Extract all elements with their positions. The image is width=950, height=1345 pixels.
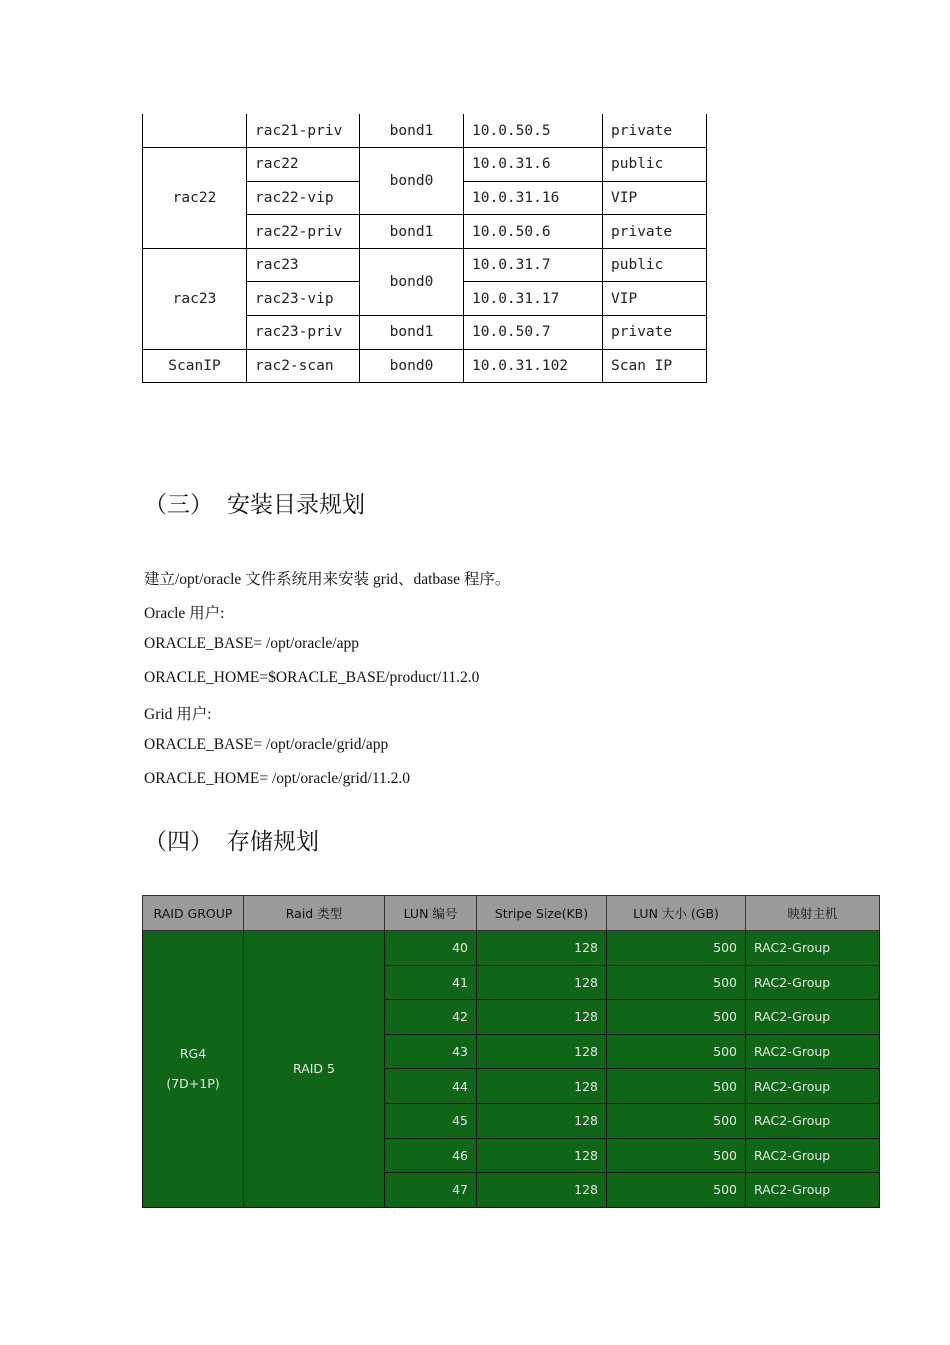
iface-cell: bond0 — [360, 248, 464, 315]
column-header: RAID GROUP — [143, 896, 244, 931]
section-number: （三） — [144, 492, 213, 518]
name-cell: rac22 — [247, 148, 360, 182]
size-cell: 500 — [607, 1000, 746, 1035]
paragraph: ORACLE_BASE= /opt/oracle/app — [144, 635, 359, 652]
size-cell: 500 — [607, 1069, 746, 1104]
name-cell: rac22-vip — [247, 181, 360, 215]
name-cell: rac22-priv — [247, 215, 360, 249]
stripe-cell: 128 — [477, 965, 607, 1000]
lun-cell: 44 — [385, 1069, 477, 1104]
stripe-cell: 128 — [477, 1034, 607, 1069]
iface-cell: bond1 — [360, 114, 464, 148]
host-cell: RAC2-Group — [746, 1173, 880, 1208]
type-cell: public — [603, 148, 707, 182]
table-row — [143, 148, 707, 182]
stripe-cell: 128 — [477, 1103, 607, 1138]
stripe-cell: 128 — [477, 1000, 607, 1035]
table-row — [143, 349, 707, 383]
raid-type-cell: RAID 5 — [244, 931, 385, 1208]
paragraph: 建立/opt/oracle 文件系统用来安装 grid、datbase 程序。 — [144, 571, 511, 588]
table-header-row — [143, 896, 880, 931]
lun-cell: 41 — [385, 965, 477, 1000]
host-cell: RAC2-Group — [746, 931, 880, 966]
column-header: LUN 大小 (GB) — [607, 896, 746, 931]
iface-cell: bond1 — [360, 316, 464, 350]
raid-group-cell — [143, 931, 244, 1208]
host-cell: RAC2-Group — [746, 1034, 880, 1069]
name-cell: rac23-vip — [247, 282, 360, 316]
column-header: Stripe Size(KB) — [477, 896, 607, 931]
host-cell: rac22 — [143, 148, 247, 249]
iface-cell: bond0 — [360, 349, 464, 383]
iface-cell: bond0 — [360, 148, 464, 215]
size-cell: 500 — [607, 1173, 746, 1208]
ip-cell: 10.0.31.16 — [464, 181, 603, 215]
iface-cell: bond1 — [360, 215, 464, 249]
column-header: 映射主机 — [746, 896, 880, 931]
table-row — [143, 114, 707, 148]
name-cell: rac2-scan — [247, 349, 360, 383]
raid-group-name: RG4 — [179, 1045, 207, 1061]
section-title: 安装目录规划 — [227, 492, 365, 518]
ip-cell: 10.0.50.7 — [464, 316, 603, 350]
lun-cell: 45 — [385, 1103, 477, 1138]
lun-cell: 47 — [385, 1173, 477, 1208]
stripe-cell: 128 — [477, 1069, 607, 1104]
column-header: Raid 类型 — [244, 896, 385, 931]
section-heading-install-dir — [144, 486, 365, 519]
size-cell: 500 — [607, 1103, 746, 1138]
name-cell: rac23 — [247, 248, 360, 282]
storage-table — [142, 895, 880, 1208]
lun-cell: 40 — [385, 931, 477, 966]
paragraph: ORACLE_BASE= /opt/oracle/grid/app — [144, 736, 389, 753]
lun-cell: 42 — [385, 1000, 477, 1035]
table-row — [143, 248, 707, 282]
name-cell: rac23-priv — [247, 316, 360, 350]
section-heading-storage — [144, 823, 319, 856]
table-row — [143, 931, 880, 966]
ip-cell: 10.0.50.6 — [464, 215, 603, 249]
size-cell: 500 — [607, 931, 746, 966]
size-cell: 500 — [607, 965, 746, 1000]
paragraph: Grid 用户: — [144, 706, 212, 723]
ip-cell: 10.0.31.17 — [464, 282, 603, 316]
type-cell: public — [603, 248, 707, 282]
ip-cell: 10.0.31.7 — [464, 248, 603, 282]
ip-cell: 10.0.31.102 — [464, 349, 603, 383]
host-cell — [143, 114, 247, 148]
section-number: （四） — [144, 829, 213, 855]
size-cell: 500 — [607, 1034, 746, 1069]
host-cell: RAC2-Group — [746, 1069, 880, 1104]
host-cell: RAC2-Group — [746, 1103, 880, 1138]
raid-group-config: (7D+1P) — [166, 1075, 220, 1091]
host-cell: RAC2-Group — [746, 1000, 880, 1035]
paragraph: ORACLE_HOME=$ORACLE_BASE/product/11.2.0 — [144, 669, 480, 686]
type-cell: VIP — [603, 282, 707, 316]
lun-cell: 46 — [385, 1138, 477, 1173]
stripe-cell: 128 — [477, 931, 607, 966]
type-cell: VIP — [603, 181, 707, 215]
type-cell: Scan IP — [603, 349, 707, 383]
ip-cell: 10.0.31.6 — [464, 148, 603, 182]
network-table — [142, 114, 707, 383]
host-cell: RAC2-Group — [746, 1138, 880, 1173]
column-header: LUN 编号 — [385, 896, 477, 931]
paragraph: ORACLE_HOME= /opt/oracle/grid/11.2.0 — [144, 770, 411, 787]
type-cell: private — [603, 114, 707, 148]
stripe-cell: 128 — [477, 1138, 607, 1173]
type-cell: private — [603, 316, 707, 350]
host-cell: RAC2-Group — [746, 965, 880, 1000]
ip-cell: 10.0.50.5 — [464, 114, 603, 148]
stripe-cell: 128 — [477, 1173, 607, 1208]
lun-cell: 43 — [385, 1034, 477, 1069]
size-cell: 500 — [607, 1138, 746, 1173]
host-cell: rac23 — [143, 248, 247, 349]
type-cell: private — [603, 215, 707, 249]
paragraph: Oracle 用户: — [144, 605, 225, 622]
name-cell: rac21-priv — [247, 114, 360, 148]
section-title: 存储规划 — [227, 829, 319, 855]
host-cell: ScanIP — [143, 349, 247, 383]
